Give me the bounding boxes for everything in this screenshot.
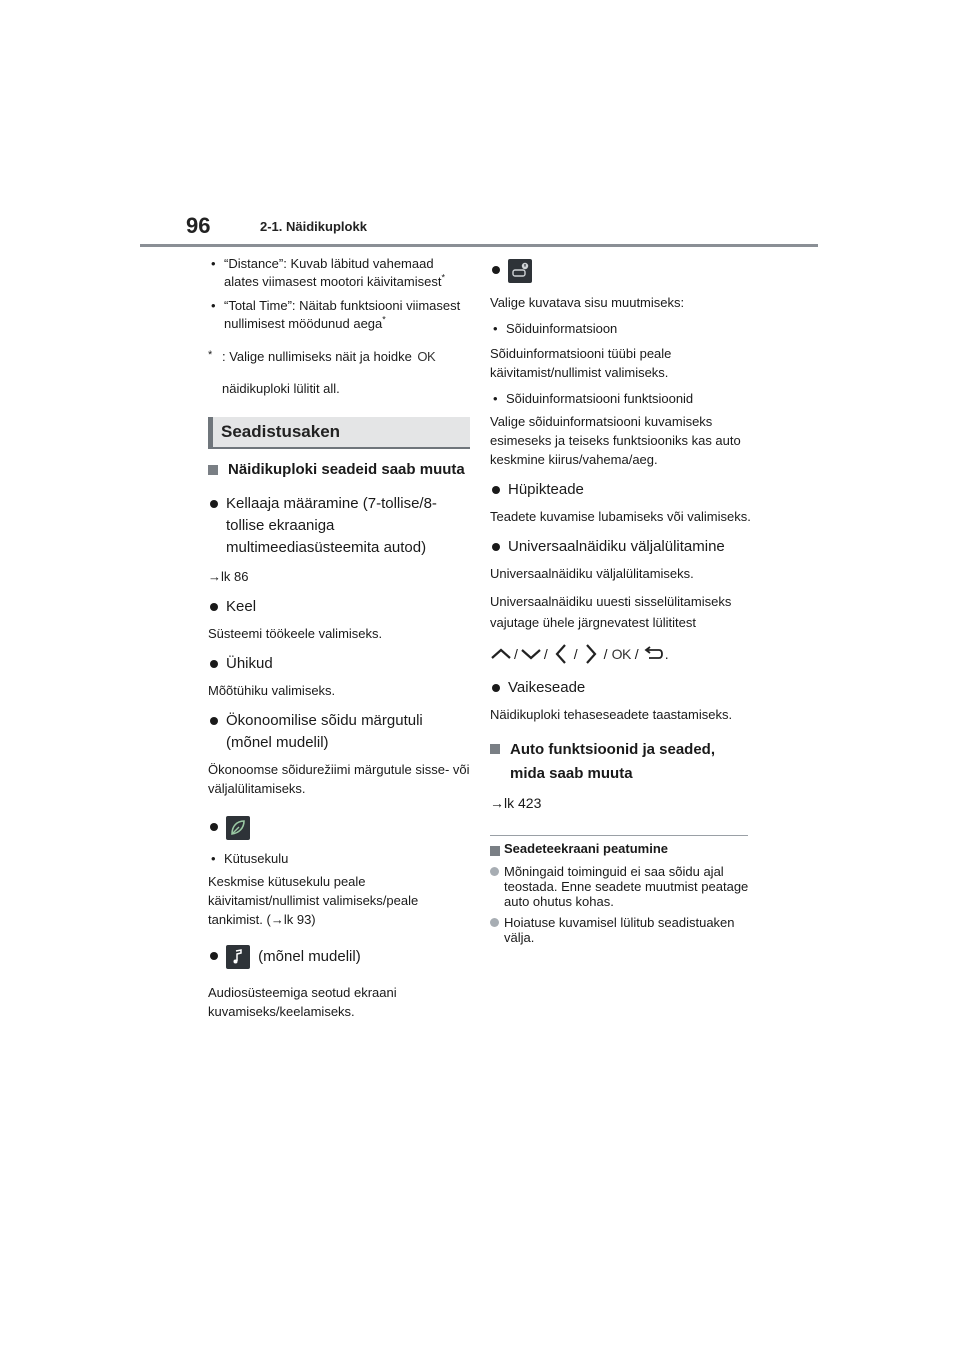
right-column — [490, 255, 752, 945]
item-popup-desc: Teadete kuvamise lubamiseks või valimiseks. — [490, 509, 751, 524]
ok-switch-icon: OK — [417, 349, 436, 364]
list-end: . — [664, 646, 669, 662]
footnote-text: : Valige nullimiseks näit ja hoidke — [222, 349, 416, 364]
chevron-left-icon — [554, 643, 568, 665]
item-language-desc: Süsteemi töökeele valimiseks. — [208, 626, 383, 641]
item-default-desc: Näidikuploki tehaseseadete taastamiseks. — [490, 707, 733, 722]
footnote-mark: * — [382, 314, 386, 325]
item-universal-desc1: Universaalnäidiku väljalülitamiseks. — [490, 566, 694, 581]
drive-info-desc: Sõiduinformatsiooni tüübi peale käivitamist/nullimist valimiseks. — [490, 346, 672, 380]
drive-desc: Valige kuvatava sisu muutmiseks: — [490, 295, 685, 310]
drive-info-icon — [508, 259, 532, 283]
left-column — [208, 255, 470, 1021]
item-drive-info-row — [490, 259, 752, 285]
chevron-right-icon — [584, 643, 598, 665]
info-item: Mõningaid toiminguid ei saa sõidu ajal teostada. Enne seadete muutmist peatage auto ohutus kohas. — [490, 864, 752, 909]
bullet-total-time: • “Total Time”: Näitab funktsiooni viimasest nullimisest möödunud aega* — [208, 297, 470, 333]
item-audio-desc: Audiosüsteemiga seotud ekraani kuvamiseks/keelamiseks. — [208, 985, 397, 1019]
item-language-title: Keel — [208, 596, 470, 618]
item-universal-desc2: Universaalnäidiku uuesti sisselülitamiseks vajutage ühele järgnevatest lülititest — [490, 594, 732, 630]
bullet-distance: • “Distance”: Kuvab läbitud vahemaad alates viimasest mootori käivitamisest* — [208, 255, 470, 291]
info-heading: Seadeteekraani peatumine — [490, 840, 752, 858]
auto-ref: →lk 423 — [490, 795, 542, 811]
item-clock-ref: →lk 86 — [208, 569, 249, 584]
item-clock-title: Kellaaja määramine (7-tollise/8-tollise ekraaniga multimeediasüsteemita autod) — [208, 493, 470, 559]
audio-title-suffix: (mõnel mudelil) — [258, 947, 361, 965]
section-header — [208, 417, 470, 449]
music-note-icon — [226, 945, 250, 969]
bullet-drive-functions: • Sõiduinformatsiooni funktsioonid — [490, 390, 752, 408]
chevron-down-icon — [520, 647, 542, 661]
section-title: Seadistusaken — [221, 422, 341, 441]
separator: / — [514, 646, 518, 662]
item-eco-title: Ökonoomilise sõidu märgutuli (mõnel mudelil) — [208, 710, 470, 754]
item-eco-desc: Ökonoomse sõidurežiimi märgutule sisse- või väljalülitamiseks. — [208, 762, 470, 796]
item-units-desc: Mõõtühiku valimiseks. — [208, 683, 336, 698]
separator: / — [634, 646, 639, 662]
subheading-settings: Näidikuploki seadeid saab muuta — [208, 459, 470, 481]
item-eco-icon-row — [208, 816, 470, 840]
footnote — [208, 347, 470, 399]
bullet-fuel: • Kütusekulu — [208, 850, 470, 868]
subheading-auto: Auto funktsioonid ja seaded, mida saab muuta — [490, 738, 752, 786]
page-number: 96 — [186, 213, 211, 238]
footnote-text-2: näidikuploki lülitit all. — [222, 381, 340, 396]
item-audio-row — [208, 945, 470, 969]
item-universal-title: Universaalnäidiku väljalülitamine — [490, 536, 752, 558]
drive-functions-desc: Valige sõiduinformatsiooni kuvamiseks esimeseks ja teiseks funktsiooniks kas auto keskmine kiirus/vahema/aeg. — [490, 414, 741, 467]
item-units-title: Ühikud — [208, 653, 470, 675]
separator: / — [573, 646, 578, 662]
ok-switch-icon: OK — [611, 646, 631, 662]
eco-leaf-icon — [226, 816, 250, 840]
item-fuel-desc: Keskmise kütusekulu peale käivitamist/nullimist valimiseks/peale tankimist. (→lk 93) — [208, 874, 419, 927]
back-arrow-icon — [641, 646, 663, 662]
separator: / — [603, 646, 608, 662]
footnote-star: * — [208, 349, 213, 361]
info-divider — [490, 835, 748, 836]
chevron-up-icon — [490, 647, 512, 661]
header-divider — [140, 244, 818, 247]
switch-list — [490, 643, 752, 665]
separator: / — [543, 646, 548, 662]
item-popup-title: Hüpikteade — [490, 479, 752, 501]
item-default-title: Vaikeseade — [490, 677, 752, 699]
footnote-mark: * — [441, 272, 445, 283]
bullet-drive-info: • Sõiduinformatsioon — [490, 320, 752, 338]
info-item: Hoiatuse kuvamisel lülitub seadistuaken välja. — [490, 915, 752, 945]
chapter-title: 2-1. Näidikuplokk — [260, 219, 367, 234]
